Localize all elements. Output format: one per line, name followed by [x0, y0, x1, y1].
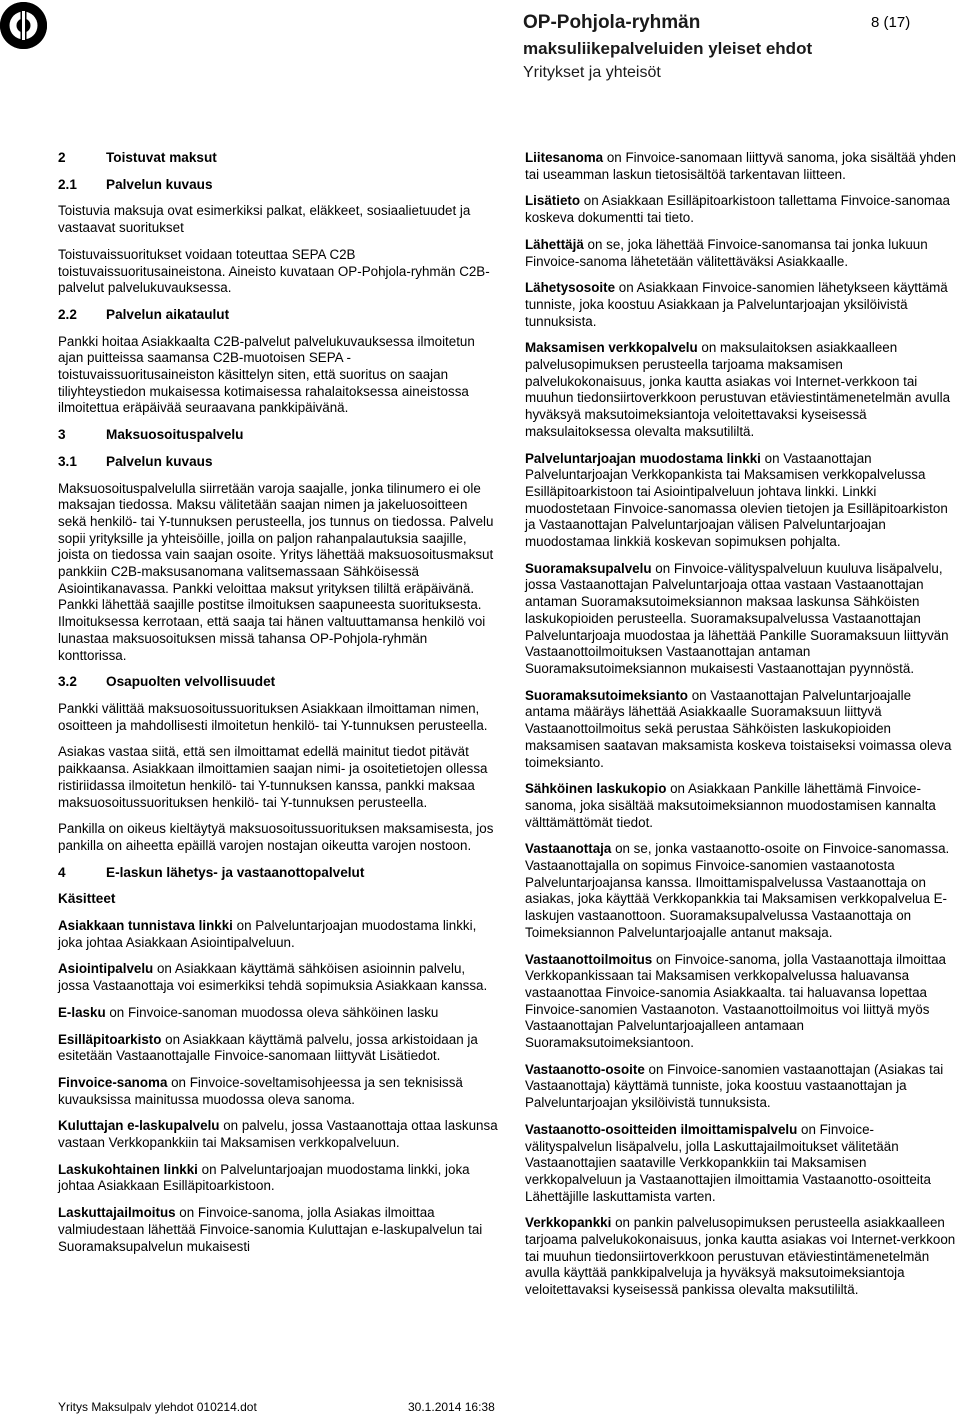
definition	[58, 1075, 498, 1108]
definition-term: Lähetysosoite	[525, 280, 616, 296]
definition-term: Kuluttajan e-laskupalvelu	[58, 1118, 220, 1134]
definition-text: on Finvoice-soveltamisohjeessa ja sen teknisissä kuvauksissa mainitussa muodossa oleva sanoma.	[58, 1074, 463, 1107]
definition-text: on Asiakkaan Pankille lähettämä Finvoice-sanoma, joka sisältää maksutoimeksiannon muodostamisen kannalta välttämättömät tiedot.	[525, 781, 936, 830]
definition-text: on Finvoice-sanoma, jolla Asiakas ilmoittaa valmiudestaan lähettää Finvoice-sanomia Kuluttajan e-laskupalvelun tai Suoramaksupalvelun mukaisesti	[58, 1205, 483, 1254]
definition	[58, 1005, 498, 1022]
section-number: 3.1	[58, 453, 77, 469]
definition-term: Liitesanoma	[525, 150, 604, 165]
definition-text: on Asiakkaan käyttämä palvelu, jossa arkistoidaan ja esitetään Vastaanottajalle Finvoice-sanomaan liittyvät Lisätiedot.	[58, 1031, 478, 1064]
definition-term: Vastaanottaja	[525, 841, 612, 857]
definition-term: Asiointipalvelu	[58, 961, 154, 977]
definition-term: Maksamisen verkkopalvelu	[525, 340, 698, 356]
section-number: 4	[58, 864, 66, 880]
definition	[525, 1215, 957, 1299]
definition	[58, 918, 498, 951]
header-audience: Yritykset ja yhteisöt	[523, 64, 661, 81]
definition-term: Finvoice-sanoma	[58, 1074, 168, 1090]
definition-term: Esilläpitoarkisto	[58, 1031, 162, 1047]
definition	[525, 781, 957, 831]
section-title: E-laskun lähetys- ja vastaanottopalvelut	[106, 864, 365, 880]
paragraph: Asiakas vastaa siitä, että sen ilmoittamat edellä mainitut tiedot pitävät paikkaansa. Asiakkaan ilmoittamien saajan nimi- ja osoitetietojen ollessa ristiriidassa ilmoitetun henkilö- tai Y-tunnuksen kanssa, pankki maksaa maksuosoitussuorituksen henkilö- tai Y-tunnuksen perusteella.	[58, 744, 488, 810]
section-heading	[58, 865, 498, 882]
definition-text: on se, joka lähettää Finvoice-sanomansa tai jonka lukuun Finvoice-sanoma lähetetään välitettäväksi Asiakkaalle.	[525, 236, 928, 269]
definition	[58, 1118, 498, 1151]
definition-term: Suoramaksupalvelu	[525, 560, 652, 576]
section-title: Palvelun kuvaus	[106, 453, 213, 469]
definition-term: Verkkopankki	[525, 1215, 612, 1231]
definition-term: Laskuttajailmoitus	[58, 1205, 176, 1221]
section-heading	[58, 177, 498, 194]
paragraph: Pankilla on oikeus kieltäytyä maksuosoitussuorituksen maksamisesta, jos pankilla on aiheetta epäillä varojen nostajan oikeutta varojen nostoon.	[58, 821, 494, 853]
paragraph: Maksuosoituspalvelulla siirretään varoja saajalle, jonka tilinumero ei ole maksajan tiedossa. Maksu välitetään saajan nimen ja jakeluosoitteen sekä henkilö- tai Y-tunnuksen perusteella, jos tunnus on tiedossa. Palvelu sopii yrityksille ja yhteisöille, joilla on paljon rahanpalautuksia saajille, joista on tiedossa vain saajan osoite. Yritys lähettää maksuosoitusmaksut pankkiin C2B-maksusanomana valitsemassaan Sähköisessä Asiointikanavassa. Pankki veloittaa maksut yrityksen tililtä eräpäivänä. Pankki lähettää saajille postitse ilmoituksen saapuneesta suorituksesta. Ilmoituksessa kerrotaan, että saaja tai hänen valtuuttamansa henkilö voi lunastaa maksuosoituksen missä tahansa OP-Pohjola-ryhmän konttorissa.	[58, 480, 494, 663]
definition-term: Vastaanotto-osoite	[525, 1061, 645, 1077]
header-company: OP-Pohjola-ryhmän	[523, 12, 701, 33]
definition-text: on Palveluntarjoajan muodostama linkki, joka johtaa Asiakkaan Asiointipalveluun.	[58, 918, 477, 950]
definition-term: Lähettäjä	[525, 236, 584, 252]
definition	[525, 1062, 957, 1112]
definition	[525, 841, 957, 941]
definition-text: on Asiakkaan Esilläpitoarkistoon tallettama Finvoice-sanomaa koskeva dokumentti tai tieto.	[525, 193, 950, 226]
paragraph: Pankki välittää maksuosoitussuorituksen Asiakkaan ilmoittaman nimen, osoitteen ja mahdollisesti ilmoitetun henkilö- tai Y-tunnuksen perusteella.	[58, 700, 488, 733]
definition-term: Suoramaksutoimeksianto	[525, 687, 688, 703]
definition-term: Asiakkaan tunnistava linkki	[58, 918, 233, 934]
definition	[525, 451, 957, 551]
definition-text: on Finvoice-välityspalveluun kuuluva lisäpalvelu, jossa Vastaanottajan Palveluntarjoaja ottaa vastaan Vastaanottajan antaman Suoramaksutoimeksiannon maksaa laskunsa Sähköisten laskukopioiden perusteella. Suoramaksupalvelussa Vastaanottajan Palveluntarjoaja muodostaa ja lähettää Pankille Suoramaksuun liittyvän Vastaanottoilmoituksen Vastaanottajan antaman Suoramaksutoimeksiannon mukaisesti Vastaanottajan pyynnöstä.	[525, 560, 949, 676]
op-logo	[0, 2, 47, 49]
definition-term: Sähköinen laskukopio	[525, 781, 667, 797]
definition-text: on Finvoice-välityspalvelun lisäpalvelu, jolla Laskuttajailmoitukset välitetään Vastaanottajien saataville Verkkopankkiin tai Maksamisen verkkopalveluun ja Vastaanottajien ilmoittamia Vastaanotto-osoitteita Lähettäjille laskuttamista varten.	[525, 1121, 931, 1204]
paragraph: Toistuvaissuoritukset voidaan toteuttaa SEPA C2B toistuvaissuoritusaineistona. Aineisto kuvataan OP-Pohjola-ryhmän C2B-palvelut palvelukuvauksessa.	[58, 246, 490, 296]
definition-text: on Finvoice-sanoman muodossa oleva sähköinen lasku	[105, 1004, 439, 1020]
footer-filename: Yritys Maksulpalv ylehdot 010214.dot	[58, 1400, 257, 1414]
definition	[58, 1205, 498, 1255]
definition-term: Palveluntarjoajan muodostama linkki	[525, 450, 761, 466]
section-number: 2.1	[58, 176, 77, 192]
page-number: 8 (17)	[871, 14, 911, 31]
definition-term: Lisätieto	[525, 193, 581, 209]
left-column	[58, 150, 498, 1265]
paragraph: Pankki hoitaa Asiakkaalta C2B-palvelut palvelukuvauksessa ilmoitetun ajan puitteissa saamansa C2B-muotoisen SEPA - toistuvaissuoritusaineiston käsittelyn siten, että suoritus on saajan tiliyhteystiedon mukaisessa kotimaisessa rahalaitoksessa aineistossa ilmoitettua eräpäivää seuraavana pankkipäivänä.	[58, 333, 475, 416]
definition-text: on Vastaanottajan Palveluntarjoajalle antama määräys lähettää Asiakkaalle Suoramaksuun liittyvä Vastaanottoilmoitus sekä perustaa Sähköisten laskukopioiden maksamisen saatavan maksamista koskeva toistaiseksi voimassa oleva toimeksianto.	[525, 687, 952, 770]
right-column	[525, 150, 957, 1309]
section-heading	[58, 427, 498, 444]
definition-term: E-lasku	[58, 1004, 106, 1020]
definition-text: on Finvoice-sanoma, jolla Vastaanottaja ilmoittaa Verkkopankissaan tai Maksamisen verkkopalvelussa haluavansa vastaanottaa Finvoice-sanomia Asiakkaalta. tai haluavansa lopettaa Finvoice-sanomien Vastaanoton. Vastaanottoilmoitus voi liittyä myös Vastaanottajan Palveluntarjoajalleen antamaan Suoramaksutoimeksiantoon.	[525, 951, 946, 1051]
section-title: Toistuvat maksut	[106, 150, 217, 165]
definition	[525, 1122, 957, 1206]
section-title: Palvelun aikataulut	[106, 306, 230, 322]
paragraph: Toistuvia maksuja ovat esimerkiksi palkat, eläkkeet, sosiaalietuudet ja vastaavat suoritukset	[58, 203, 471, 236]
definition	[525, 150, 957, 183]
definition	[58, 1162, 498, 1195]
definition	[525, 237, 957, 270]
section-number: 3.2	[58, 674, 77, 690]
section-number: 2	[58, 150, 66, 165]
definition-text: on Asiakkaan käyttämä sähköisen asioinnin palvelu, jossa Vastaanottaja voi esimerkiksi tehdä sopimuksia Asiakkaan kanssa.	[58, 961, 488, 994]
definition-text: on pankin palvelusopimuksen perusteella asiakkaalleen tarjoama palvelukokonaisuus, jonka kautta asiakas voi Internet-verkkoon tai muuhun tiedonsiirtoverkkoon perustuvan etäviestintämenetelmän avulla käyttää pankkipalveluja ja hyväksyä maksutoimeksiantoja veloitettavaksi kyseisessä pankissa olevalta maksutililtä.	[525, 1215, 956, 1298]
section-number: 2.2	[58, 306, 77, 322]
section-title: Osapuolten velvollisuudet	[106, 674, 276, 690]
definition	[525, 688, 957, 772]
definition-text: on palvelu, jossa Vastaanottaja ottaa laskunsa vastaan Verkkopankkiin tai Maksamisen verkkopalveluun.	[58, 1118, 498, 1151]
definition-text: on Vastaanottajan Palveluntarjoajan Verkkopankista tai Maksamisen verkkopalvelussa Esilläpitoarkistoon tai Asiointipalveluun johtava linkki. Linkki muodostetaan Finvoice-sanomassa olevien tietojen ja Esilläpitoarkiston ja Vastaanottajan Palveluntarjoajan välisen Palveluntarjoajan muodostamaa linkkiä koskevan sopimuksen pohjalta.	[525, 450, 948, 550]
definition	[58, 961, 498, 994]
definition-text: on Palveluntarjoajan muodostama linkki, joka johtaa Asiakkaan Esilläpitoarkistoon.	[58, 1161, 470, 1194]
section-title: Maksuosoituspalvelu	[106, 427, 244, 443]
definition-text: on Finvoice-sanomaan liittyvä sanoma, joka sisältää yhden tai useamman laskun tietosisältöä tarkentavan liitteen.	[525, 150, 956, 182]
footer-date: 30.1.2014 16:38	[408, 1400, 495, 1414]
section-number: 3	[58, 427, 66, 443]
definition-term: Laskukohtainen linkki	[58, 1161, 198, 1177]
definition-text: on maksulaitoksen asiakkaalleen palvelusopimuksen perusteella tarjoama maksamisen palvelukokonaisuus, jonka kautta asiakas voi Internet-verkkoon tai muuhun tiedonsiirtoverkkoon perustuvan etäviestintämenetelmän avulla hyväksyä maksutoimeksiantoja veloitettavaksi kyseisessä maksulaitoksessa olevalta maksutililtä.	[525, 340, 951, 439]
section-heading	[58, 454, 498, 471]
definition	[525, 340, 957, 440]
definition-text: on se, jonka vastaanotto-osoite on Finvoice-sanomassa. Vastaanottajalla on sopimus Finvoice-sanomien vastaanotosta Palveluntarjoajansa kanssa. Ilmoittamispalvelussa Vastaanottaja on asiakas, joka käyttää Verkkopankkia tai Maksamisen verkkopalvelua E-laskujen vastaanottoon. Suoramaksupalvelussa Vastaanottaja on Toimeksiannon Palveluntarjoajalle antanut maksaja.	[525, 841, 950, 940]
definition	[525, 280, 957, 330]
section-title: Palvelun kuvaus	[106, 176, 213, 192]
section-heading	[58, 674, 498, 691]
definition	[58, 1032, 498, 1065]
definition	[525, 193, 957, 226]
definition-term: Vastaanottoilmoitus	[525, 951, 653, 967]
definition-text: on Finvoice-sanomien vastaanottajan (Asiakas tai Vastaanottaja) käyttämä tunniste, joka koostuu vastaanottajan ja Palveluntarjoajan yksilöivistä tunnuksista.	[525, 1061, 944, 1111]
definition-term: Vastaanotto-osoitteiden ilmoittamispalvelu	[525, 1121, 798, 1137]
definition	[525, 561, 957, 678]
section-heading	[58, 150, 498, 167]
concepts-heading: Käsitteet	[58, 891, 116, 907]
section-heading	[58, 307, 498, 324]
header-document-title: maksuliikepalveluiden yleiset ehdot	[523, 39, 813, 58]
definition-text: on Asiakkaan Finvoice-sanomien lähetykseen käyttämä tunniste, joka koostuu Asiakkaan ja Palveluntarjoajan yksilöivistä tunnuksista.	[525, 280, 948, 329]
definition	[525, 952, 957, 1052]
